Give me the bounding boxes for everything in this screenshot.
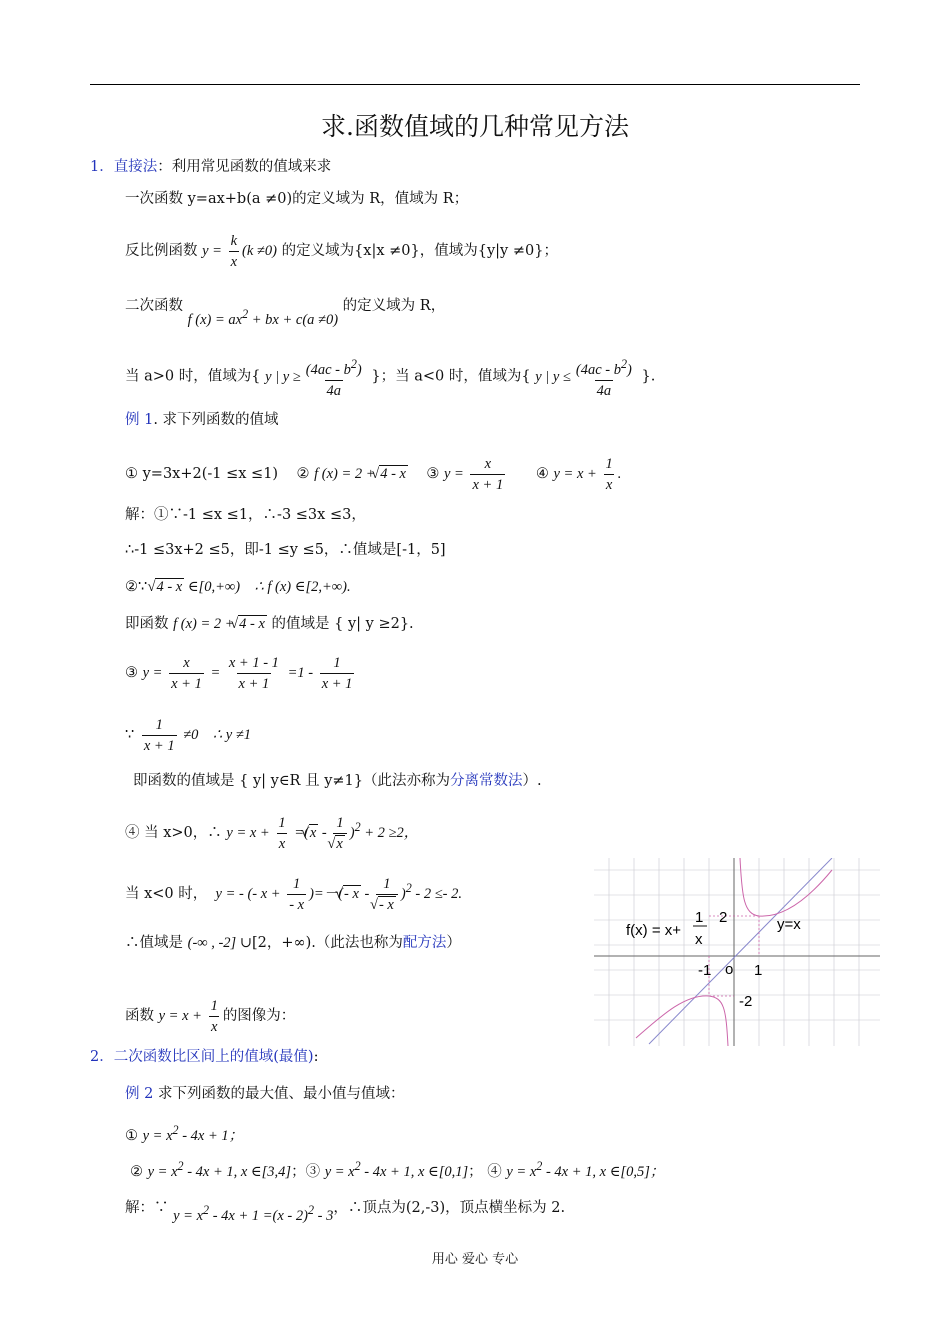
problem-3-formula: y = $\frac{x}{x + 1}$ [444, 456, 504, 493]
sol4-post: 的值域是 { y| y ≥2}. [271, 616, 414, 632]
sol10-interval: (-∞ , -2] ∪ [187, 935, 252, 951]
sol10-mid: [2，+∞).（此法也称为 [251, 935, 403, 951]
sol8-formula: y = x + $\frac{1}{x}$ =(√ x - 1 √ x )$^2$ + 2 ≥2， [226, 825, 418, 841]
p1-label: ① [125, 1127, 138, 1144]
sol-pre: 解：∵ [125, 1199, 169, 1216]
p3-label: ；③ [291, 1163, 321, 1180]
asymptote-y-equals-x [649, 858, 832, 1044]
sol7-post: ）. [522, 773, 542, 789]
example2-heading [125, 1084, 404, 1104]
page-title: 求.函数值域的几种常见方法 [321, 112, 629, 141]
p1-formula: $y = x^2 - 4x + 1$； [142, 1123, 244, 1144]
problem-4-label: ④ [535, 465, 549, 482]
graph-caption [125, 998, 295, 1035]
section1-title: 直接法 [113, 159, 158, 175]
section2-heading [90, 1047, 318, 1067]
example2-problems-2-4 [130, 1156, 664, 1182]
problem-2-label: ② [296, 465, 310, 482]
range-pos-formula: y | y ≥ $\frac{(4ac - b^2)}{4a}$ [265, 357, 362, 399]
graph-grid [594, 858, 880, 1046]
section2-title: 二次函数比区间上的值域(最值) [113, 1049, 314, 1065]
sol5-pre: ③ [125, 664, 138, 681]
solution-line-2: ∴-1 ≤3x+2 ≤5，即-1 ≤y ≤5，∴值域是[-1，5] [125, 542, 446, 558]
graph-frac-den: x [695, 931, 703, 948]
solution-line-9 [125, 876, 462, 913]
sol-formula: $y = x^2 - 4x + 1 =(x - 2)^2 - 3$ [173, 1203, 334, 1224]
quad-pre: 二次函数 [125, 297, 183, 314]
example2-problem-1 [125, 1120, 243, 1146]
sol10-pre: ∴值域是 [125, 935, 183, 951]
p2-label: ② [130, 1163, 143, 1180]
sol10-post: ） [446, 935, 461, 951]
problem-2-formula: f (x) = 2 + √ 4 - x [314, 465, 408, 482]
problem-4-formula: y = x + $\frac{1}{x}$ . [553, 456, 622, 493]
inverse-function-line [125, 233, 558, 270]
completing-square-method: 配方法 [402, 935, 447, 951]
graph-pre: 函数 [125, 1007, 154, 1024]
top-rule [90, 84, 860, 85]
graph-frac-num: 1 [695, 909, 704, 926]
example2-solution [125, 1192, 566, 1224]
p2-formula: $y = x^2 - 4x + 1$, x ∈[3,4] [147, 1159, 292, 1180]
p4-label: ； ④ [468, 1163, 502, 1180]
sol3-formula: √ 4 - x ∈[0,+∞) ∴ f (x) ∈[2,+∞). [152, 578, 351, 595]
sol3-pre: ②∵ [125, 579, 148, 595]
quad-post: 的定义域为 R， [342, 297, 446, 314]
sol4-pre: 即函数 [125, 616, 169, 632]
example2-label: 例 2 [125, 1086, 154, 1102]
section2-colon: : [313, 1049, 319, 1065]
graph-post: 的图像为： [222, 1007, 296, 1024]
example1-problems [125, 456, 621, 493]
solution-line-1: 解：①∵-1 ≤x ≤1，∴-3 ≤3x ≤3， [125, 507, 366, 523]
range-neg-formula: y | y ≤ $\frac{(4ac - b^2)}{4a}$ [535, 357, 632, 399]
linear-function-text: 一次函数 y=ax+b(a ≠0)的定义域为 R，值域为 R； [125, 191, 469, 207]
sol9-formula: y = - (- x + $\frac{1}{- x}$ )=－(√ - x - 1 √ - x )$^2$ - 2 ≤- 2. [212, 886, 462, 902]
asymptote-label: y=x [777, 916, 801, 933]
tick-label-2: 2 [719, 909, 728, 926]
graph-function-label: f(x) = x+ [626, 922, 682, 939]
inverse-pre: 反比例函数 [125, 242, 198, 259]
curve-negative-branch [636, 996, 728, 1046]
p3-formula: $y = x^2 - 4x + 1$, x ∈[0,1] [324, 1159, 469, 1180]
tick-label-1: 1 [754, 962, 763, 979]
example2-text: 求下列函数的最大值、最小值与值域： [153, 1086, 405, 1102]
solution-line-10 [125, 933, 461, 953]
solution-line-5 [125, 655, 357, 692]
inverse-formula: y = $\frac{k}{x}$ (k ≠0) [202, 233, 277, 270]
solution-line-3 [125, 577, 351, 597]
example1-text: . 求下列函数的值域 [153, 412, 279, 428]
problem-3-label: ③ [426, 465, 440, 482]
tick-label-neg1: -1 [698, 962, 712, 979]
quadratic-line [125, 290, 446, 328]
solution-line-4 [125, 614, 414, 634]
solution-line-7 [133, 771, 542, 791]
sol5-formula: y = $\frac{x}{x + 1}$ = $\frac{x + 1 - 1}{x + 1}$ =1 - $\frac{1}{x + 1}$ [142, 655, 353, 692]
sol6-pre: ∵ [125, 726, 135, 743]
section1-heading [90, 157, 331, 177]
curve-positive-branch [740, 858, 832, 916]
section2-num: 2． [90, 1049, 114, 1065]
section1-num: 1． [90, 159, 114, 175]
quad-formula: f $(x) = ax^2$ + bx + c(a ≠0) [187, 307, 339, 328]
graph-formula: y = x + $\frac{1}{x}$ [158, 998, 218, 1035]
sol4-formula: f (x) = 2 + √ 4 - x [173, 615, 267, 632]
example1-heading [125, 410, 279, 430]
sol-post: ，∴顶点为(2,-3)，顶点横坐标为 2. [333, 1199, 566, 1216]
sol7-pre: 即函数的值域是 { y| y∈R 且 y≠1}（此法亦称为 [133, 773, 450, 789]
p4-formula: $y = x^2 - 4x + 1$, x ∈[0,5]； [506, 1159, 665, 1180]
tick-label-neg2: -2 [739, 993, 753, 1010]
quadratic-range-line [125, 356, 655, 399]
when-pos: 当 a>0 时，值域为{ [125, 368, 261, 385]
solution-line-8 [125, 815, 418, 852]
end-brace: }. [641, 368, 656, 385]
example1-label: 例 1 [125, 412, 154, 428]
solution-line-6 [125, 717, 251, 754]
origin-label: o [725, 961, 734, 978]
sol9-pre: 当 x<0 时， [125, 885, 208, 902]
section1-desc: ：利用常见函数的值域来求 [157, 159, 332, 175]
page-footer: 用心 爱心 专心 [431, 1252, 519, 1267]
sol6-formula: $\frac{1}{x + 1}$ ≠0 ∴ y ≠1 [143, 717, 252, 754]
when-neg: }；当 a<0 时，值域为{ [371, 368, 531, 385]
function-graph [594, 858, 880, 1046]
separation-constant-method: 分离常数法 [449, 773, 523, 789]
inverse-post: 的定义域为{x|x ≠0}，值域为{y|y ≠0}； [281, 242, 558, 259]
sol8-pre: ④ 当 x>0，∴ [125, 824, 222, 841]
problem-1: ① y=3x+2(-1 ≤x ≤1) [125, 465, 279, 482]
